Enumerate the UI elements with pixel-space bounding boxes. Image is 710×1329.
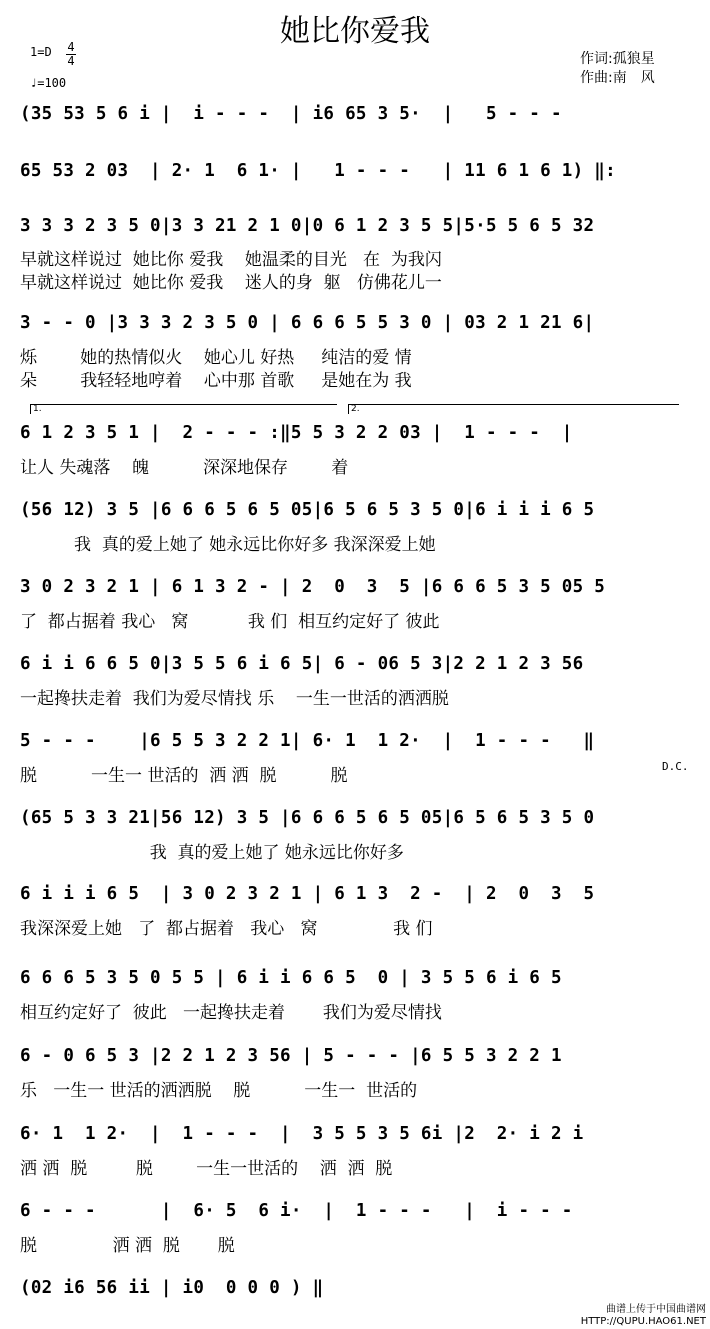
volta-bracket-1: 1. <box>30 404 337 414</box>
notation-row-5: 6 1 2 3 5 1 | 2 - - - :‖5 5 3 2 2 03 | 1 - - - | <box>20 423 573 443</box>
credits <box>580 50 655 88</box>
volta-bracket-2: 2. <box>348 404 679 414</box>
notation-row-13: 6 - 0 6 5 3 |2 2 1 2 3 56 | 5 - - - |6 5 5 3 2 2 1 <box>20 1046 562 1066</box>
lyricist: 作词:孤狼星 <box>580 51 655 67</box>
lyric-row-7: 了 都占据着 我心 窝 我 们 相互约定好了 彼此 <box>20 612 440 632</box>
lyric-row-15: 脱 洒 洒 脱 脱 <box>20 1236 235 1256</box>
time-signature-bottom: 4 <box>67 54 75 68</box>
notation-row-9: 5 - - - |6 5 5 3 2 2 1| 6· 1 1 2· | 1 - - - ‖ <box>20 731 595 751</box>
notation-row-1: (35 53 5 6 i | i - - - | i6 65 3 5· | 5 - - - <box>20 104 562 124</box>
lyric-row-4a: 烁 她的热情似火 她心儿 好热 纯洁的爱 情 <box>20 348 412 368</box>
notation-row-15: 6 - - - | 6· 5 6 i· | 1 - - - | i - - - <box>20 1201 573 1221</box>
lyric-row-6: 我 真的爱上她了 她永远比你好多 我深深爱上她 <box>20 535 436 555</box>
notation-row-6: (56 12) 3 5 |6 6 6 5 6 5 05|6 5 6 5 3 5 0|6 i i i 6 5 <box>20 500 595 520</box>
notation-row-12: 6 6 6 5 3 5 0 5 5 | 6 i i 6 6 5 0 | 3 5 5 6 i 6 5 <box>20 968 562 988</box>
notation-row-16: (02 i6 56 ii | i0 0 0 0 ) ‖ <box>20 1278 324 1298</box>
notation-row-4: 3 - - 0 |3 3 3 2 3 5 0 | 6 6 6 5 5 3 0 | 03 2 1 21 6| <box>20 313 595 333</box>
lyric-row-11: 我深深爱上她 了 都占据着 我心 窝 我 们 <box>20 919 433 939</box>
lyric-row-4b: 朵 我轻轻地哼着 心中那 首歌 是她在为 我 <box>20 371 412 391</box>
notation-row-8: 6 i i 6 6 5 0|3 5 5 6 i 6 5| 6 - 06 5 3|2 2 1 2 3 56 <box>20 654 584 674</box>
time-signature-top: 4 <box>67 40 75 54</box>
song-title: 她比你爱我 <box>280 14 430 49</box>
lyric-row-8: 一起搀扶走着 我们为爱尽情找 乐 一生一世活的洒洒脱 <box>20 689 449 709</box>
notation-row-7: 3 0 2 3 2 1 | 6 1 3 2 - | 2 0 3 5 |6 6 6 5 3 5 05 5 <box>20 577 606 597</box>
tempo-marking: ♩=100 <box>30 76 67 90</box>
lyric-row-9: 脱 一生一 世活的 洒 洒 脱 脱 <box>20 766 348 786</box>
lyric-row-3b: 早就这样说过 她比你 爱我 迷人的身 躯 仿佛花儿一 <box>20 273 442 293</box>
notation-row-11: 6 i i i 6 5 | 3 0 2 3 2 1 | 6 1 3 2 - | 2 0 3 5 <box>20 884 595 904</box>
lyric-row-10: 我 真的爱上她了 她永远比你好多 <box>20 843 404 863</box>
lyric-row-12: 相互约定好了 彼此 一起搀扶走着 我们为爱尽情找 <box>20 1003 442 1023</box>
watermark-line-2: HTTP://QUPU.HAO61.NET <box>580 1316 706 1327</box>
notation-row-14: 6· 1 1 2· | 1 - - - | 3 5 5 3 5 6i |2 2· i 2 i <box>20 1124 584 1144</box>
site-watermark <box>566 1304 706 1328</box>
lyric-row-3a: 早就这样说过 她比你 爱我 她温柔的目光 在 为我闪 <box>20 250 442 270</box>
notation-row-2: 65 53 2 03 | 2· 1 6 1· | 1 - - - | 11 6 1 6 1) ‖: <box>20 161 616 181</box>
notation-row-10: (65 5 3 3 21|56 12) 3 5 |6 6 6 5 6 5 05|6 5 6 5 3 5 0 <box>20 808 595 828</box>
lyric-row-5: 让人 失魂落 魄 深深地保存 着 <box>20 458 349 478</box>
da-capo-mark: D.C. <box>662 760 689 773</box>
time-signature <box>66 41 76 68</box>
composer: 作曲:南 风 <box>580 70 655 86</box>
lyric-row-14: 洒 洒 脱 脱 一生一世活的 洒 洒 脱 <box>20 1159 393 1179</box>
watermark-line-1: 曲谱上传于中国曲谱网 <box>606 1304 706 1315</box>
key-signature: 1=D <box>30 45 52 59</box>
notation-row-3: 3 3 3 2 3 5 0|3 3 21 2 1 0|0 6 1 2 3 5 5|5·5 5 6 5 32 <box>20 216 595 236</box>
lyric-row-13: 乐 一生一 世活的洒洒脱 脱 一生一 世活的 <box>20 1081 418 1101</box>
